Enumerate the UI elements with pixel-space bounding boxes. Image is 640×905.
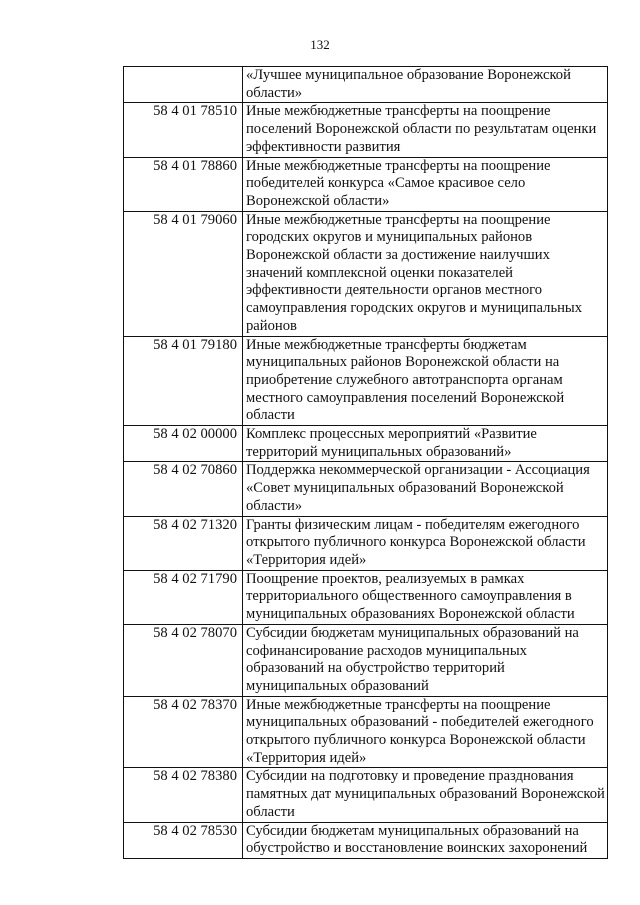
budget-classification-table	[123, 66, 608, 859]
table-row	[124, 570, 608, 624]
row-code: 58 4 02 71790	[124, 570, 243, 624]
row-description: Комплекс процессных мероприятий «Развитие территорий муниципальных образований»	[243, 426, 608, 462]
row-code: 58 4 01 79060	[124, 211, 243, 336]
table-body	[124, 67, 608, 859]
table-row	[124, 211, 608, 336]
row-code: 58 4 02 70860	[124, 462, 243, 516]
row-description: Иные межбюджетные трансферты на поощрение городских округов и муниципальных районов Воронежской области за достижение наилучших значений комплексной оценки показателей эффективности деятельности органов местного самоуправления городских округов и муниципальных районов	[243, 211, 608, 336]
row-code: 58 4 02 78380	[124, 768, 243, 822]
row-code: 58 4 02 78530	[124, 822, 243, 858]
table-row	[124, 157, 608, 211]
row-description: Иные межбюджетные трансферты на поощрение победителей конкурса «Самое красивое село Воронежской области»	[243, 157, 608, 211]
row-code: 58 4 01 79180	[124, 336, 243, 426]
row-description: Иные межбюджетные трансферты бюджетам муниципальных районов Воронежской области на приобретение служебного автотранспорта органам местного самоуправления поселений Воронежской области	[243, 336, 608, 426]
table-row	[124, 103, 608, 157]
row-code: 58 4 01 78860	[124, 157, 243, 211]
row-description: Иные межбюджетные трансферты на поощрение поселений Воронежской области по результатам оценки эффективности развития	[243, 103, 608, 157]
table-row	[124, 336, 608, 426]
row-description: Поощрение проектов, реализуемых в рамках территориального общественного самоуправления в муниципальных образованиях Воронежской области	[243, 570, 608, 624]
table-row	[124, 696, 608, 768]
row-description: Иные межбюджетные трансферты на поощрение муниципальных образований - победителей ежегодного открытого публичного конкурса Воронежской области «Территория идей»	[243, 696, 608, 768]
row-code: 58 4 02 71320	[124, 516, 243, 570]
row-code	[124, 67, 243, 103]
row-description: Субсидии на подготовку и проведение празднования памятных дат муниципальных образований Воронежской области	[243, 768, 608, 822]
table-row	[124, 516, 608, 570]
row-description: «Лучшее муниципальное образование Воронежской области»	[243, 67, 608, 103]
table-row	[124, 768, 608, 822]
table-row	[124, 822, 608, 858]
row-description: Субсидии бюджетам муниципальных образований на софинансирование расходов муниципальных образований на обустройство территорий муниципальных образований	[243, 624, 608, 696]
row-code: 58 4 02 78070	[124, 624, 243, 696]
table-row	[124, 67, 608, 103]
row-description: Поддержка некоммерческой организации - Ассоциация «Совет муниципальных образований Воронежской области»	[243, 462, 608, 516]
row-code: 58 4 01 78510	[124, 103, 243, 157]
table-row	[124, 624, 608, 696]
table-row	[124, 462, 608, 516]
row-description: Субсидии бюджетам муниципальных образований на обустройство и восстановление воинских захоронений	[243, 822, 608, 858]
page-number: 132	[310, 37, 330, 52]
row-code: 58 4 02 78370	[124, 696, 243, 768]
row-description: Гранты физическим лицам - победителям ежегодного открытого публичного конкурса Воронежской области «Территория идей»	[243, 516, 608, 570]
table-row	[124, 426, 608, 462]
row-code: 58 4 02 00000	[124, 426, 243, 462]
